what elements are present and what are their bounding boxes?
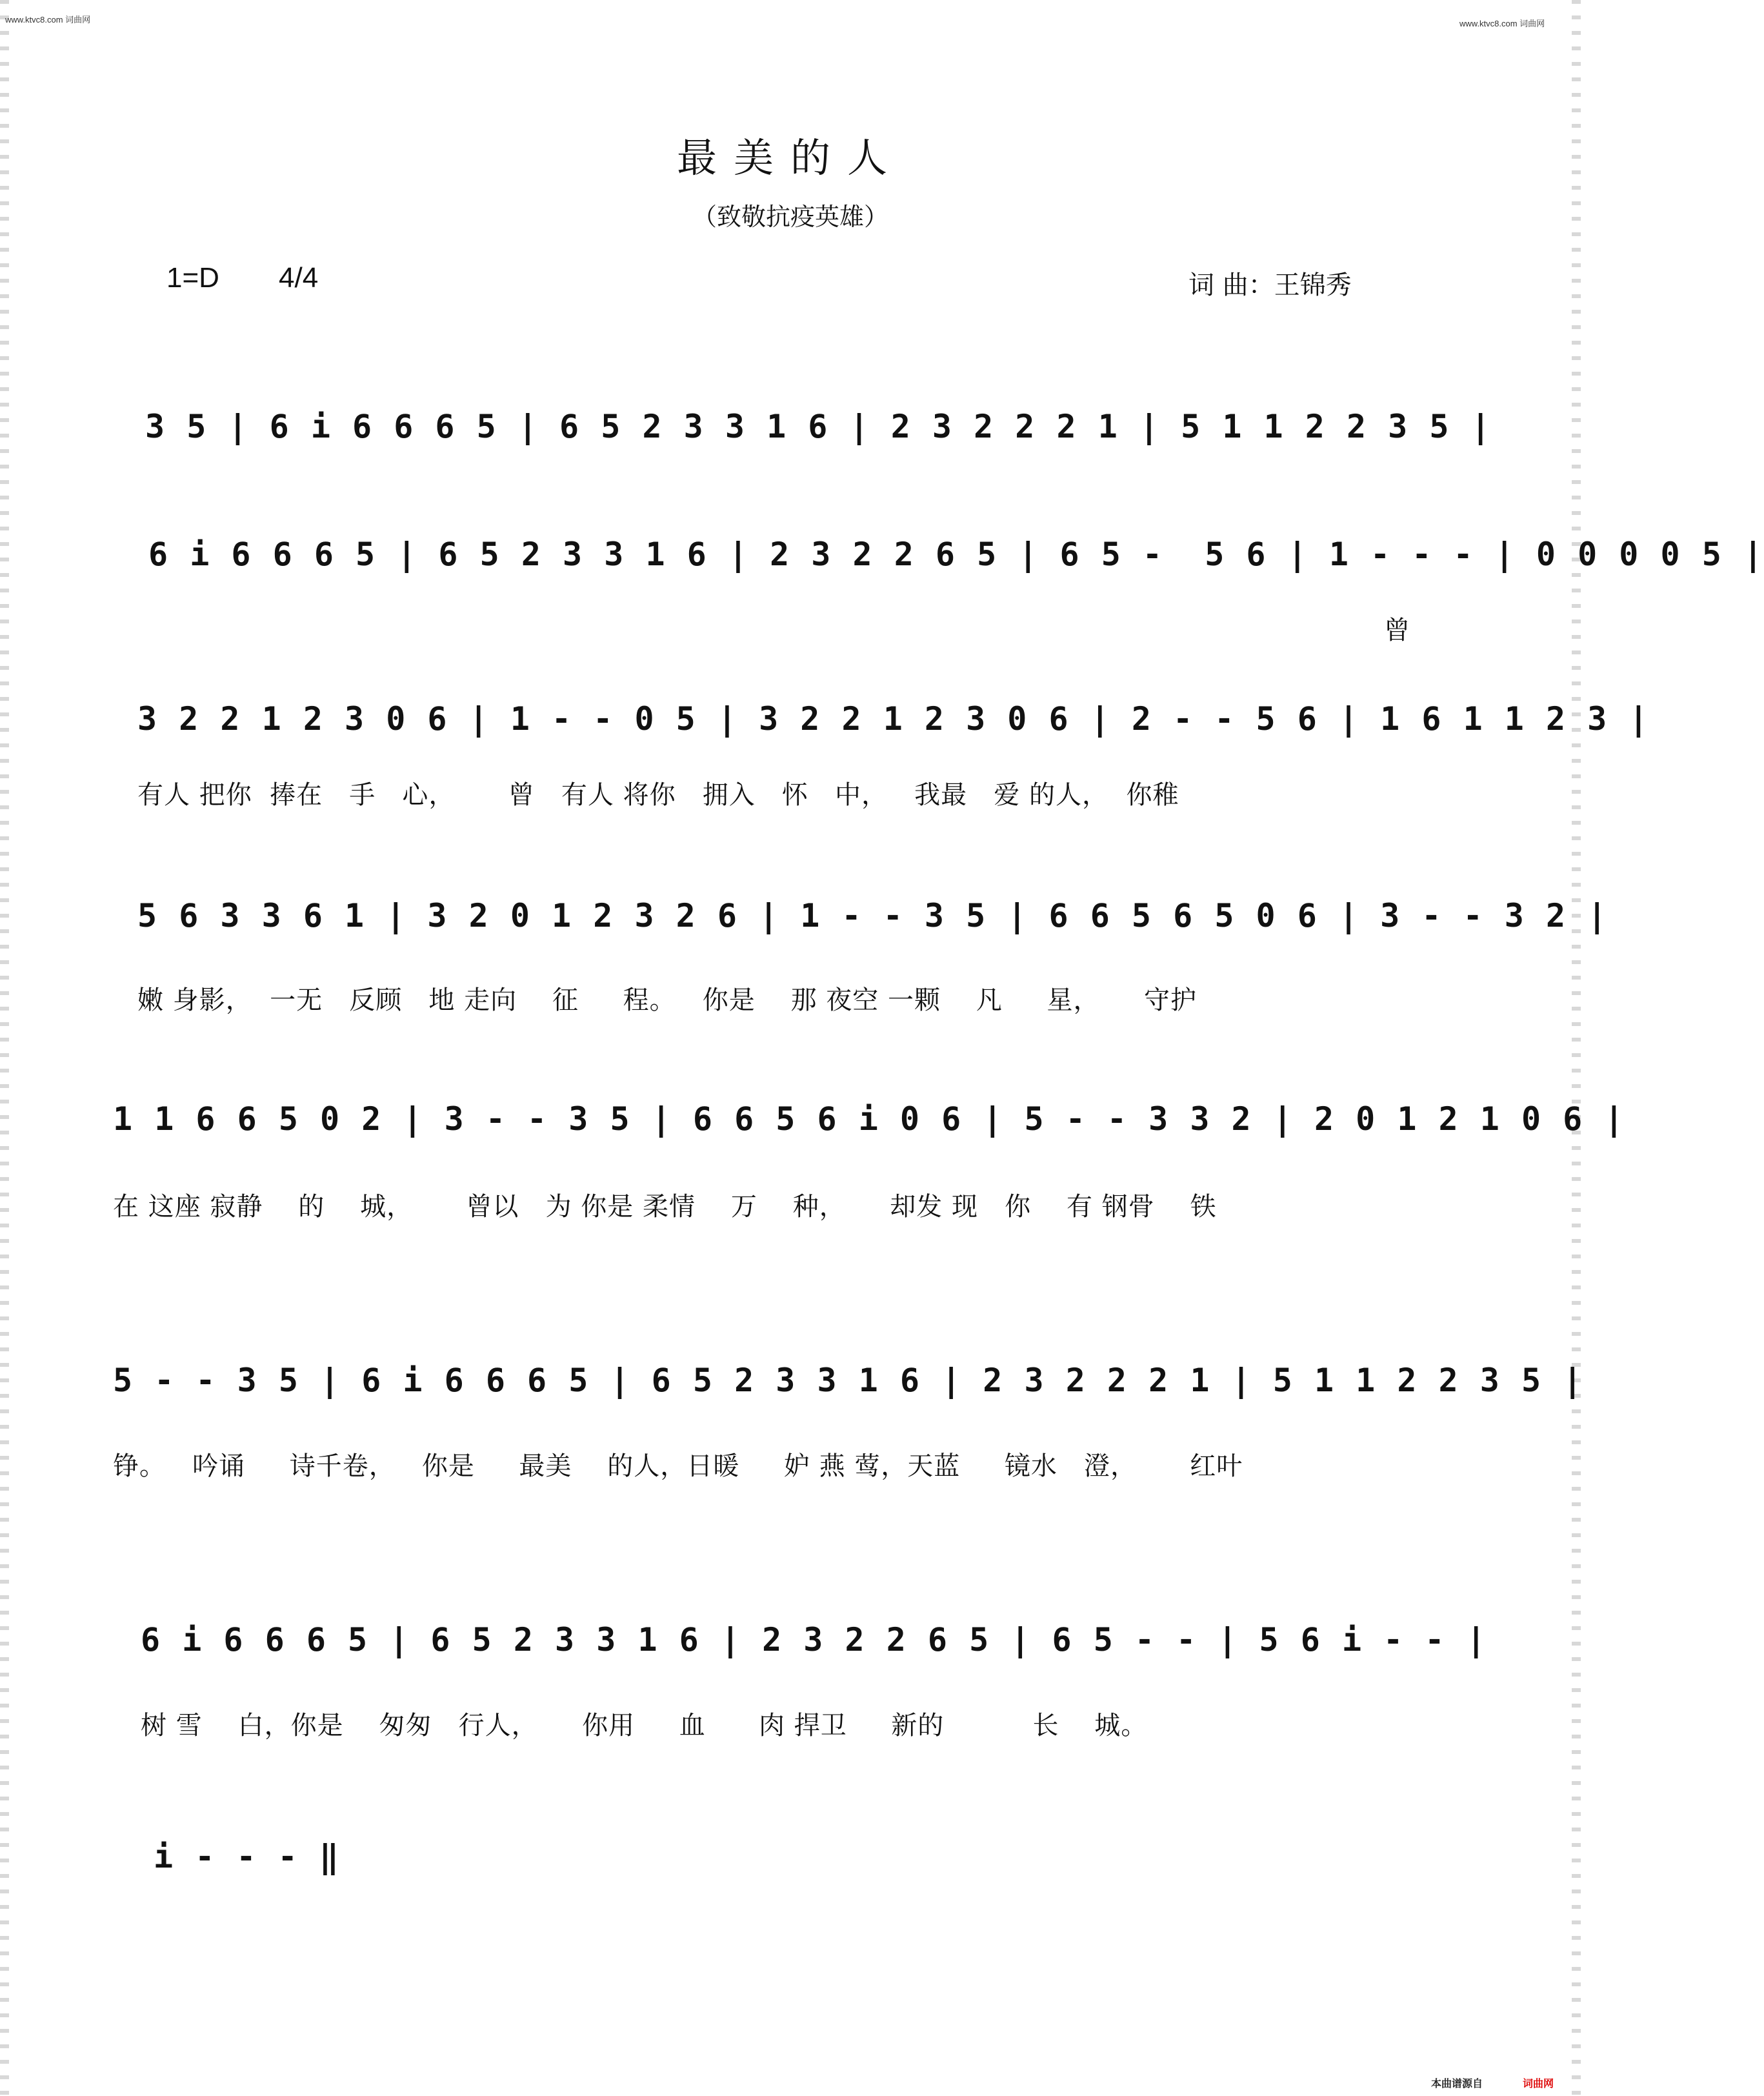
site-watermark-right: www.ktvc8.com 词曲网 <box>1459 19 1545 28</box>
score-row-1-notes: 3 5 | 6 i 6 6 6 5 | 6 5 2 3 3 1 6 | 2 3 2 2 2 1 | 5 1 1 2 2 3 5 | <box>145 408 1492 445</box>
score-row-6-notes: 5 - - 3 5 | 6 i 6 6 6 5 | 6 5 2 3 3 1 6 | 2 3 2 2 2 1 | 5 1 1 2 2 3 5 | <box>113 1362 1584 1399</box>
score-row-5-lyrics: 在 这座 寂静 的 城， 曾以 为 你是 柔情 万 种， 却发 现 你 有 钢骨 铁 <box>113 1192 1217 1222</box>
score-row-4-notes: 5 6 3 3 6 1 | 3 2 0 1 2 3 2 6 | 1 - - 3 5 | 6 6 5 6 5 0 6 | 3 - - 3 2 | <box>137 897 1609 934</box>
footer-site-link[interactable]: 词曲网 <box>1523 2079 1554 2090</box>
right-margin-strip <box>1572 0 1581 2096</box>
composer-credit: 词 曲：王锦秀 <box>1188 270 1352 300</box>
score-row-7-notes: 6 i 6 6 6 5 | 6 5 2 3 3 1 6 | 2 3 2 2 6 5 | 6 5 - - | 5 6 i - - | <box>141 1621 1487 1658</box>
score-row-3-lyrics: 有人 把你 捧在 手 心， 曾 有人 将你 拥入 怀 中， 我最 爱 的人， 你稚 <box>137 780 1179 810</box>
score-row-4-lyrics: 嫩 身影， 一无 反顾 地 走向 征 程。 你是 那 夜空 一颗 凡 星， 守护 <box>137 985 1198 1015</box>
time-signature: 4/4 <box>279 262 319 294</box>
left-margin-strip <box>0 0 9 2096</box>
song-subtitle: （致敬抗疫英雄） <box>692 203 888 231</box>
score-row-3-notes: 3 2 2 1 2 3 0 6 | 1 - - 0 5 | 3 2 2 1 2 3 0 6 | 2 - - 5 6 | 1 6 1 1 2 3 | <box>137 700 1650 738</box>
score-row-2-lyrics: 曾 <box>1384 616 1410 645</box>
key-signature: 1=D <box>166 262 219 294</box>
footer-source-label: 本曲谱源自 <box>1431 2079 1483 2090</box>
score-row-5-notes: 1 1 6 6 5 0 2 | 3 - - 3 5 | 6 6 5 6 i 0 6 | 5 - - 3 3 2 | 2 0 1 2 1 0 6 | <box>113 1100 1625 1138</box>
score-row-2-notes: 6 i 6 6 6 5 | 6 5 2 3 3 1 6 | 2 3 2 2 6 5 | 6 5 - 5 6 | 1 - - - | 0 0 0 0 5 | <box>148 536 1764 573</box>
score-row-7-lyrics: 树 雪 白，你是 匆匆 行人， 你用 血 肉 捍卫 新的 长 城。 <box>141 1711 1148 1740</box>
score-row-8-notes: i - - - ‖ <box>154 1838 340 1875</box>
site-watermark-left: www.ktvc8.com 词曲网 <box>5 15 91 25</box>
song-title: 最美的人 <box>676 134 904 181</box>
score-row-6-lyrics: 铮。 吟诵 诗千卷， 你是 最美 的人，日暖 妒 燕 莺，天蓝 镜水 澄， 红叶 <box>113 1451 1243 1481</box>
